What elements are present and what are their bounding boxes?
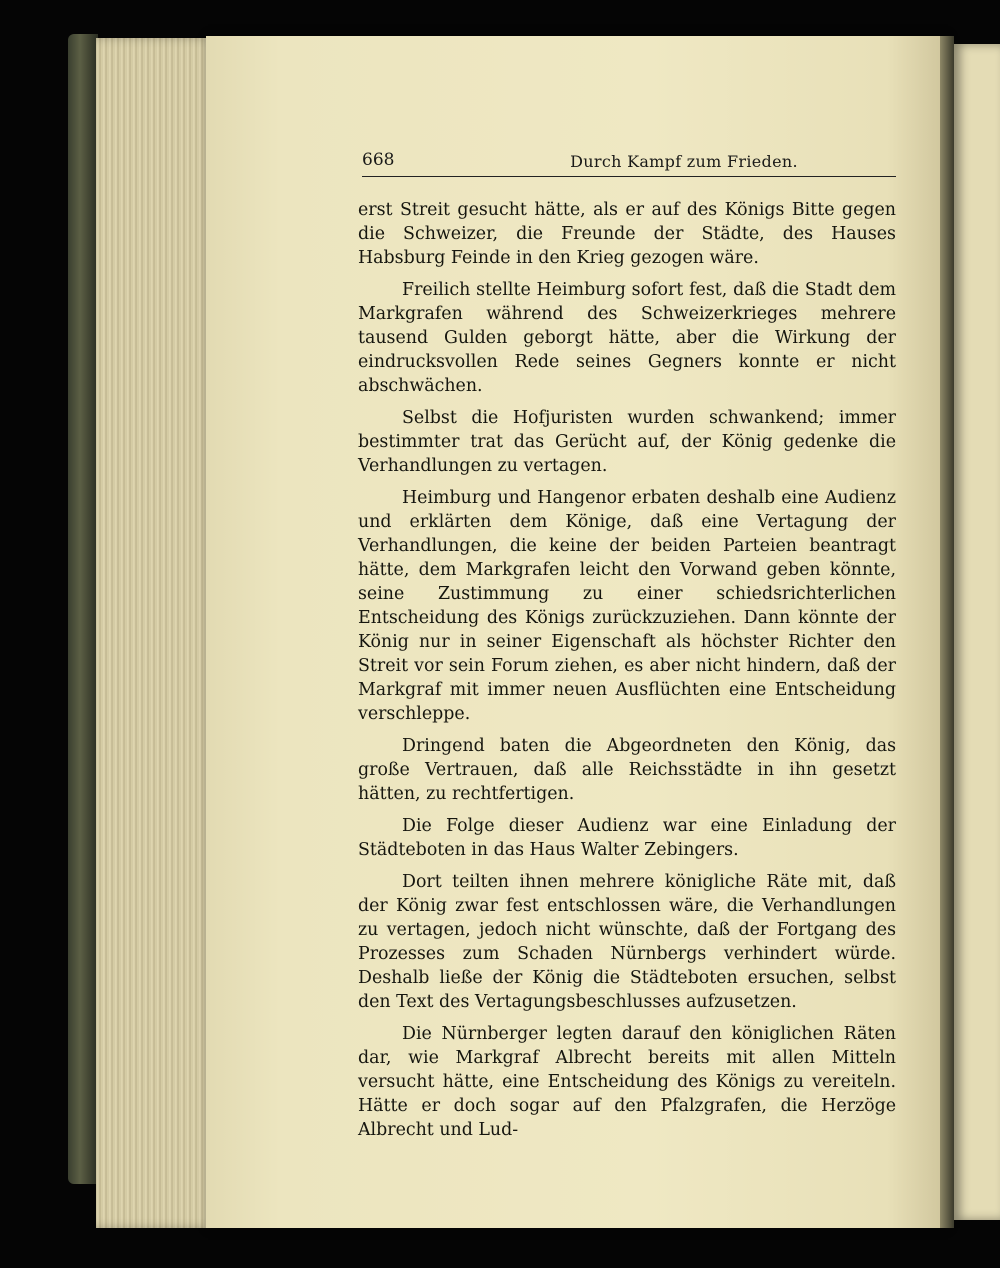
page-header [362, 146, 896, 177]
paragraph: Heimburg und Hangenor erbaten deshalb eine Audienz und erklärten dem Könige, daß eine Vertagung der Verhandlungen, die keine der beiden Parteien beantragt hätte, dem Markgrafen leicht den Vorwand geben könnte, seine Zustimmung zu einer schiedsrichterlichen Entscheidung des Königs zurückzuziehen. Dann könnte der König nur in seiner Eigenschaft als höchster Richter den Streit vor sein Forum ziehen, es aber nicht hindern, daß der Markgraf mit immer neuen Ausflüchten eine Entscheidung verschleppe. [358, 488, 896, 724]
paragraph: erst Streit gesucht hätte, als er auf des Königs Bitte gegen die Schweizer, die Freunde der Städte, des Hauses Habsburg Feinde in den Krieg gezogen wäre. [358, 200, 896, 268]
page-number: 668 [362, 150, 395, 170]
book-page [206, 36, 946, 1228]
paragraph: Dort teilten ihnen mehrere königliche Räte mit, daß der König zwar fest entschlossen wäre, die Verhandlungen zu vertagen, jedoch nicht wünschte, daß der Fortgang des Prozesses zum Schaden Nürnbergs verhindert würde. Deshalb ließe der König die Städteboten ersuchen, selbst den Text des Vertagungsbeschlusses aufzusetzen. [358, 872, 896, 1012]
paragraph: Die Nürnberger legten darauf den königlichen Räten dar, wie Markgraf Albrecht bereits mit allen Mitteln versucht hätte, eine Entscheidung des Königs zu vereiteln. Hätte er doch sogar auf den Pfalzgrafen, die Herzöge Albrecht und Lud- [358, 1024, 896, 1140]
paragraph: Selbst die Hofjuristen wurden schwankend; immer bestimmter trat das Gerücht auf, der König gedenke die Verhandlungen zu vertagen. [358, 408, 896, 476]
paragraph: Freilich stellte Heimburg sofort fest, daß die Stadt dem Markgrafen während des Schweizerkrieges mehrere tausend Gulden geborgt hätte, aber die Wirkung der eindrucksvollen Rede seines Gegners konnte er nicht abschwächen. [358, 280, 896, 396]
facing-page-edge [954, 44, 1000, 1220]
book-spine [68, 34, 98, 1184]
running-title: Durch Kampf zum Frieden. [570, 152, 798, 171]
book-gutter [940, 36, 954, 1228]
paragraph: Die Folge dieser Audienz war eine Einladung der Städteboten in das Haus Walter Zebingers. [358, 816, 896, 860]
paragraph: Dringend baten die Abgeordneten den König, das große Vertrauen, daß alle Reichsstädte in ihn gesetzt hätten, zu rechtfertigen. [358, 736, 896, 804]
page-body [358, 198, 896, 1150]
